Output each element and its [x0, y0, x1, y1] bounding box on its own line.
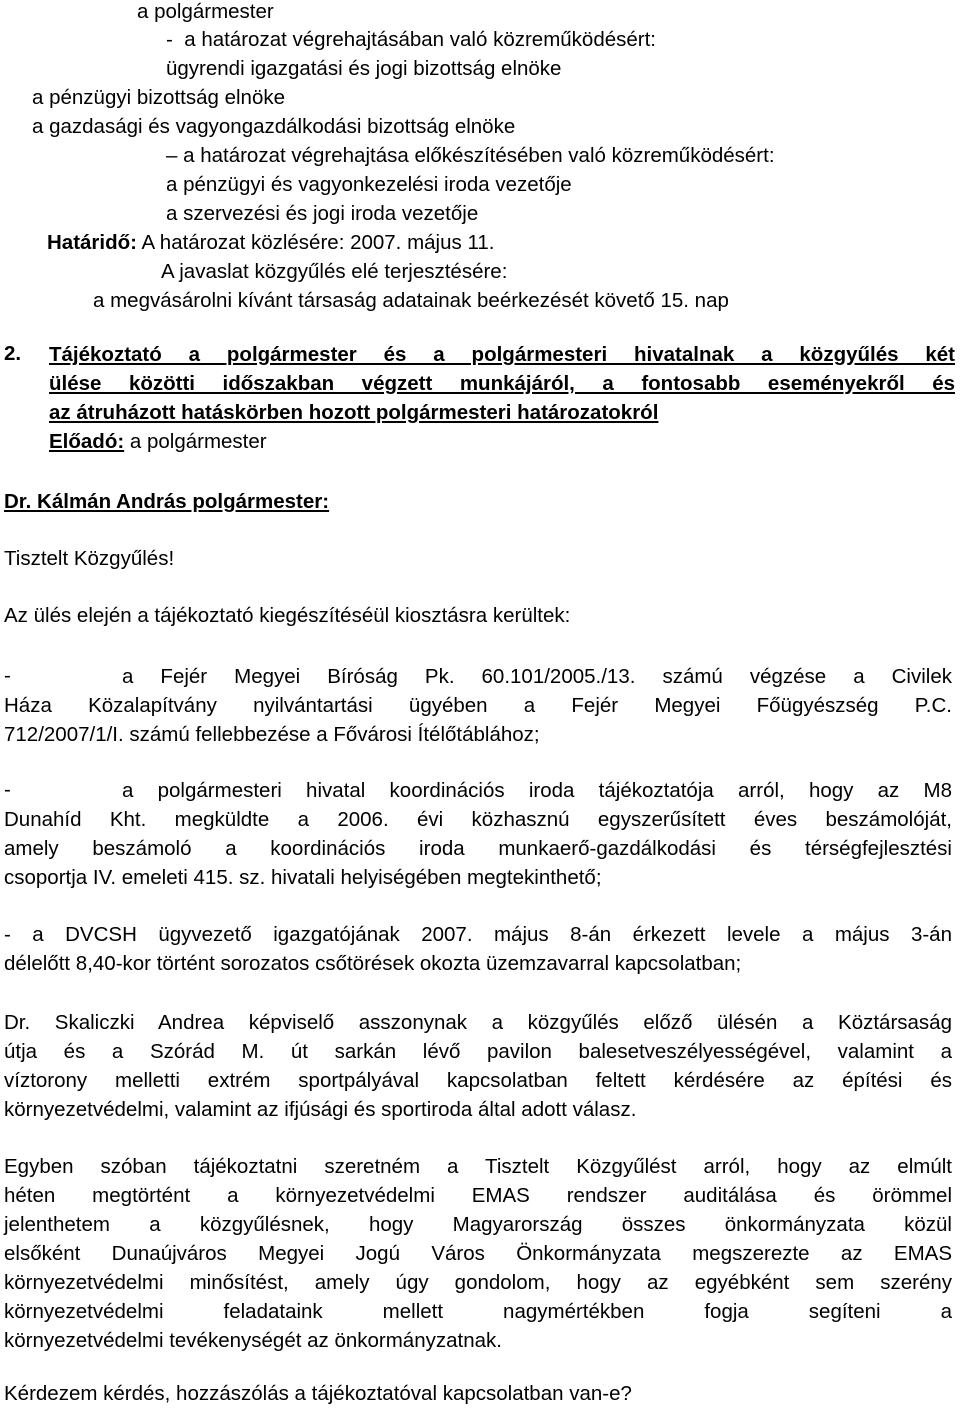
list-item-line: délelőtt 8,40-kor történt sorozatos csőtörések okozta üzemzavarral kapcsolatban; — [4, 952, 742, 975]
agenda-title-line: az átruházott hatáskörben hozott polgármesteri határozatokról — [49, 401, 659, 424]
list-dash: - — [4, 778, 11, 801]
greeting: Tisztelt Közgyűlés! — [4, 547, 175, 570]
text-line: A javaslat közgyűlés elé terjesztésére: — [161, 260, 508, 283]
list-item-line: amely beszámoló a koordinációs iroda munkaerő-gazdálkodási és térségfejlesztési — [4, 837, 952, 860]
deadline-text: A határozat közlésére: 2007. május 11. — [136, 231, 495, 254]
text-line: – a határozat végrehajtása előkészítésében való közreműködésért: — [166, 144, 775, 167]
text-line: a pénzügyi és vagyonkezelési iroda vezetője — [166, 173, 572, 196]
list-item — [4, 776, 952, 892]
text-line: a gazdasági és vagyongazdálkodási bizottság elnöke — [32, 115, 516, 138]
list-item-line: a polgármesteri hivatal koordinációs iroda tájékoztatója arról, hogy az M8 — [122, 779, 952, 802]
agenda-title-line: ülése közötti időszakban végzett munkájáról, a fontosabb eseményekről és — [49, 372, 955, 395]
speaker-name: Dr. Kálmán András polgármester: — [4, 490, 330, 513]
list-item — [4, 920, 952, 978]
agenda-title — [49, 340, 955, 427]
paragraph-line: környezetvédelmi feladataink mellett nagymértékben fogja segíteni a — [4, 1300, 952, 1323]
paragraph-line: jelenthetem a közgyűlésnek, hogy Magyarország összes önkormányzata közül — [4, 1213, 952, 1236]
list-item-line: Háza Közalapítvány nyilvántartási ügyében a Fejér Megyei Főügyészség P.C. — [4, 694, 952, 717]
intro-text: Az ülés elején a tájékoztató kiegészítéséül kiosztásra kerültek: — [4, 604, 571, 627]
text-line: - a határozat végrehajtásában való közreműködésért: — [166, 28, 656, 51]
presenter-line — [49, 428, 267, 456]
list-item-line: a Fejér Megyei Bíróság Pk. 60.101/2005./13. számú végzése a Civilek — [122, 665, 952, 688]
agenda-title-line: Tájékoztató a polgármester és a polgármesteri hivatalnak a közgyűlés két — [49, 343, 955, 366]
text-line: a szervezési és jogi iroda vezetője — [166, 202, 479, 225]
paragraph-line: víztorony melletti extrém sportpályával kapcsolatban feltett kérdésére az építési és — [4, 1069, 952, 1092]
question-text: Kérdezem kérdés, hozzászólás a tájékoztatóval kapcsolatban van-e? — [4, 1382, 632, 1405]
paragraph — [4, 1008, 952, 1124]
list-item-line: - a DVCSH ügyvezető igazgatójának 2007. május 8-án érkezett levele a május 3-án — [4, 923, 952, 946]
text-line: a pénzügyi bizottság elnöke — [32, 86, 286, 109]
text-line: a polgármester — [137, 0, 274, 23]
paragraph-line: útja és a Szórád M. út sarkán lévő pavilon balesetveszélyességével, valamint a — [4, 1040, 952, 1063]
paragraph-line: Dr. Skaliczki Andrea képviselő asszonynak a közgyűlés előző ülésén a Köztársaság — [4, 1011, 952, 1034]
paragraph-line: környezetvédelmi tevékenységét az önkormányzatnak. — [4, 1329, 502, 1352]
list-item-line: csoportja IV. emeleti 415. sz. hivatali helyiségében megtekinthető; — [4, 866, 602, 889]
list-item-line: 712/2007/1/I. számú fellebbezése a Fővárosi Ítélőtáblához; — [4, 723, 540, 746]
deadline-label: Határidő: — [47, 231, 137, 254]
deadline-line — [47, 229, 494, 257]
text-line: a megvásárolni kívánt társaság adatainak beérkezését követő 15. nap — [93, 289, 729, 312]
paragraph-line: környezetvédelmi minősítést, amely úgy gondolom, hogy az egyébként sem szerény — [4, 1271, 952, 1294]
list-item — [4, 662, 952, 749]
presenter-label: Előadó: — [49, 430, 125, 453]
list-item-line: Dunahíd Kht. megküldte a 2006. évi közhasznú egyszerűsített éves beszámolóját, — [4, 808, 952, 831]
agenda-number: 2. — [4, 342, 22, 365]
presenter-text: a polgármester — [124, 430, 267, 453]
paragraph-line: Egyben szóban tájékoztatni szeretném a Tisztelt Közgyűlést arról, hogy az elmúlt — [4, 1155, 952, 1178]
text-line: ügyrendi igazgatási és jogi bizottság elnöke — [166, 57, 562, 80]
paragraph — [4, 1152, 952, 1355]
paragraph-line: héten megtörtént a környezetvédelmi EMAS rendszer auditálása és örömmel — [4, 1184, 952, 1207]
paragraph-line: környezetvédelmi, valamint az ifjúsági és sportiroda által adott válasz. — [4, 1098, 637, 1121]
list-dash: - — [4, 664, 11, 687]
paragraph-line: elsőként Dunaújváros Megyei Jogú Város Önkormányzata megszerezte az EMAS — [4, 1242, 952, 1265]
